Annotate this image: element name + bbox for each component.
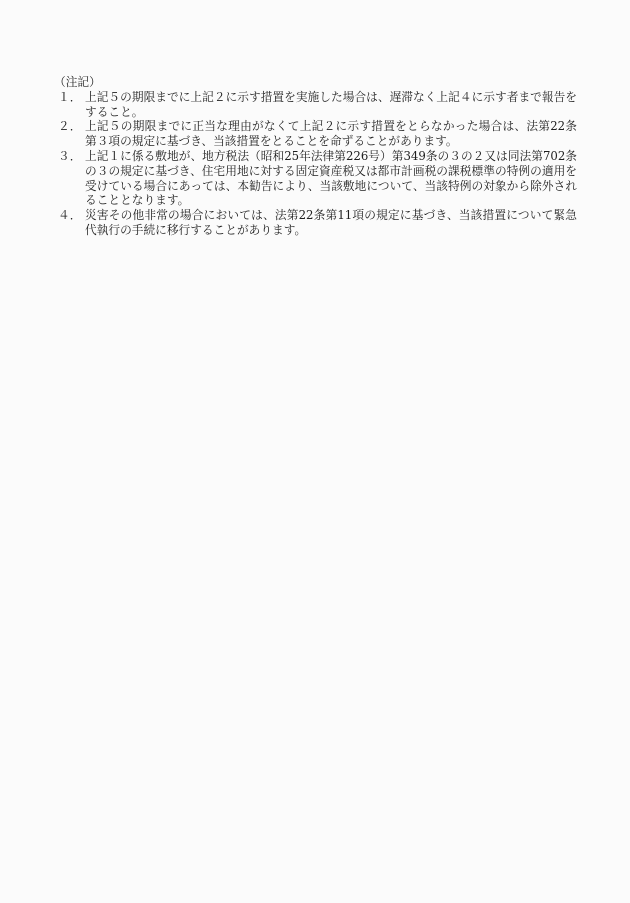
note-item (58, 119, 577, 149)
note-text: 上記５の期限までに上記２に示す措置を実施した場合は、遅滞なく上記４に示す者まで報告をすること。 (85, 89, 577, 119)
note-number: １． (58, 89, 82, 104)
note-text: 災害その他非常の場合においては、法第22条第11項の規定に基づき、当該措置について緊急代執行の手続に移行することがあります。 (85, 208, 577, 237)
note-item (58, 90, 577, 120)
notes-heading: （注記） (54, 75, 101, 89)
note-number: ２． (58, 119, 82, 134)
note-text: 上記５の期限までに正当な理由がなくて上記２に示す措置をとらなかった場合は、法第22条第３項の規定に基づき、当該措置をとることを命ずることがあります。 (85, 119, 577, 149)
note-text: 上記１に係る敷地が、地方税法（昭和25年法律第226号）第349条の３の２又は同法第702条の３の規定に基づき、住宅用地に対する固定資産税又は都市計画税の課税標準の特例の適用を受けている場合にあっては、本勧告により、当該敷地について、当該特例の対象から除外されることとなります。 (85, 148, 577, 208)
notes-section (54, 75, 577, 238)
note-item (58, 208, 577, 238)
note-number: ３． (58, 148, 82, 163)
note-number: ４． (58, 208, 82, 223)
note-item (58, 149, 577, 208)
